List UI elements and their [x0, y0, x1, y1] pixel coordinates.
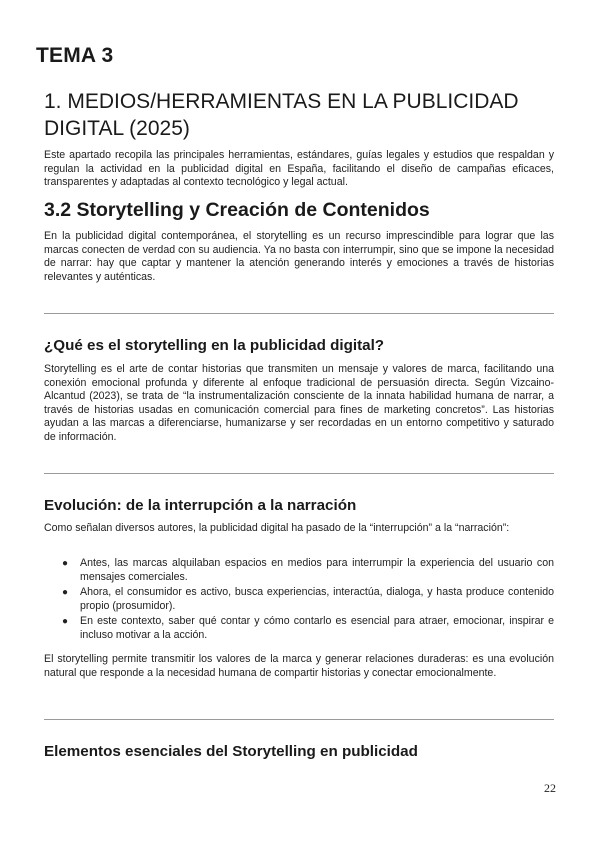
list-item-text: Antes, las marcas alquilaban espacios en medios para interrumpir la experiencia del usuario con mensajes comerciales. [80, 557, 554, 583]
divider [44, 719, 554, 720]
main-heading-line2: DIGITAL (2025) [44, 117, 190, 140]
evolution-title: Evolución: de la interrupción a la narración [44, 497, 357, 514]
what-is-title: ¿Qué es el storytelling en la publicidad digital? [44, 337, 385, 354]
list-item [44, 557, 554, 584]
section-paragraph: En la publicidad digital contemporánea, el storytelling es un recurso imprescindible para lograr que las marcas conecten de verdad con su audiencia. Ya no basta con interrumpir, sino que se impone la necesidad de narrar: hay que captar y mantener la atención generando interés y emociones a través de historias relevantes y auténticas. [44, 230, 554, 283]
evolution-intro: Como señalan diversos autores, la publicidad digital ha pasado de la “interrupción” a la “narración”: [44, 522, 510, 534]
page-number: 22 [544, 781, 556, 795]
list-item-text: Ahora, el consumidor es activo, busca experiencias, interactúa, dialoga, y hasta produce contenido propio (prosumidor). [80, 586, 554, 612]
list-item-text: En este contexto, saber qué contar y cómo contarlo es esencial para atraer, emocionar, inspirar e incluso motivar a la acción. [80, 615, 554, 641]
what-is-paragraph: Storytelling es el arte de contar historias que transmiten un mensaje y valores de marca, facilitando una conexión emocional profunda y diferente al enfoque tradicional de persuasión directa. Según Vizcaino-Alcantud (2023), se trata de “la instrumentalización consciente de la innata habilidad humana de narrar, a través de historias usadas en comunicación comercial para fines de marketing concretos”. Las historias ayudan a las marcas a diferenciarse, humanizarse y ser recordadas en un entorno competitivo y saturado de información. [44, 363, 554, 443]
main-heading [44, 88, 554, 142]
tema-label: TEMA 3 [36, 44, 114, 67]
section-title: 3.2 Storytelling y Creación de Contenidos [44, 199, 430, 221]
bullet-icon: ● [62, 558, 69, 569]
divider [44, 473, 554, 474]
evolution-closing: El storytelling permite transmitir los valores de la marca y generar relaciones duraderas: es una evolución natural que responde a la necesidad humana de compartir historias y conectar emocionalmente. [44, 653, 554, 679]
evolution-bullet-list [44, 557, 554, 644]
list-item [44, 586, 554, 613]
bullet-icon: ● [62, 616, 69, 627]
bullet-icon: ● [62, 587, 69, 598]
main-heading-line1: 1. MEDIOS/HERRAMIENTAS EN LA PUBLICIDAD [44, 90, 519, 113]
divider [44, 313, 554, 314]
elements-title: Elementos esenciales del Storytelling en publicidad [44, 743, 418, 760]
list-item [44, 615, 554, 642]
intro-paragraph: Este apartado recopila las principales herramientas, estándares, guías legales y estudios que respaldan y regulan la actividad en la publicidad digital en España, facilitando el diseño de campañas eficaces, transparentes y adaptadas al contexto tecnológico y legal actual. [44, 149, 554, 188]
